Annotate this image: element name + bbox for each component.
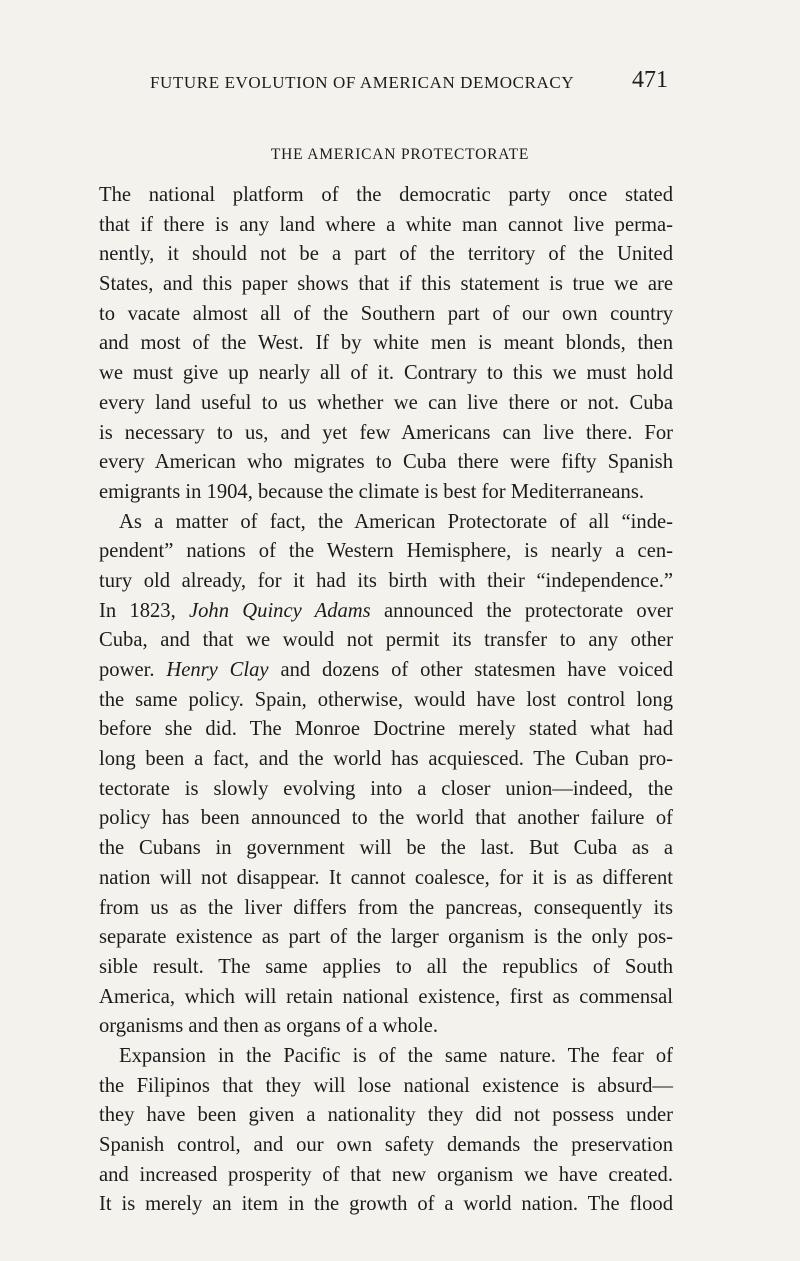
section-heading: THE AMERICAN PROTECTORATE	[270, 146, 530, 163]
text-line: to vacate almost all of the Southern part of our own country	[99, 302, 673, 325]
text-line: America, which will retain national existence, first as commensal	[99, 985, 673, 1008]
text-line: the same policy. Spain, otherwise, would have lost control long	[99, 688, 673, 711]
text-line	[99, 597, 673, 627]
person-name: Henry Clay	[166, 659, 269, 681]
text-line: they have been given a nationality they did not possess under	[99, 1104, 673, 1127]
text-line: and increased prosperity of that new organism we have created.	[99, 1163, 673, 1186]
text-line: pendent” nations of the Western Hemisphere, is nearly a cen-	[99, 540, 673, 563]
text-line: policy has been announced to the world that another failure of	[99, 807, 673, 830]
text-line-part: In 1823,	[99, 599, 189, 622]
text-line: tectorate is slowly evolving into a closer union—indeed, the	[99, 777, 673, 800]
running-head-title: FUTURE EVOLUTION OF AMERICAN DEMOCRACY	[150, 73, 575, 92]
text-line: separate existence as part of the larger organism is the only pos-	[99, 926, 673, 949]
text-line: that if there is any land where a white man cannot live perma-	[99, 213, 673, 236]
text-line: we must give up nearly all of it. Contrary to this we must hold	[99, 362, 673, 385]
text-line: organisms and then as organs of a whole.	[99, 1015, 438, 1038]
text-line: emigrants in 1904, because the climate is best for Mediterraneans.	[99, 480, 644, 503]
person-name: John Quincy Adams	[189, 599, 371, 622]
text-line: The national platform of the democratic party once stated	[99, 184, 673, 206]
text-line: the Filipinos that they will lose national existence is absurd—	[99, 1074, 673, 1097]
text-line: It is merely an item in the growth of a world nation. The flood	[99, 1193, 673, 1216]
text-line: tury old already, for it had its birth with their “independence.”	[99, 569, 673, 592]
text-line: long been a fact, and the world has acquiesced. The Cuban pro-	[99, 748, 673, 771]
running-head	[150, 67, 668, 100]
text-line: Expansion in the Pacific is of the same nature. The fear of	[119, 1044, 673, 1067]
text-line	[99, 656, 673, 686]
page-number: 471	[632, 67, 668, 93]
text-line: the Cubans in government will be the last. But Cuba as a	[99, 837, 673, 860]
text-line: States, and this paper shows that if this statement is true we are	[99, 273, 673, 296]
text-line: nation will not disappear. It cannot coalesce, for it is as different	[99, 866, 673, 889]
text-line: sible result. The same applies to all the republics of South	[99, 955, 673, 978]
body-text	[99, 181, 673, 1220]
text-line: before she did. The Monroe Doctrine merely stated what had	[99, 718, 673, 741]
text-line: every land useful to us whether we can live there or not. Cuba	[99, 391, 673, 414]
text-line: and most of the West. If by white men is meant blonds, then	[99, 332, 673, 355]
text-line: Spanish control, and our own safety demands the preservation	[99, 1134, 673, 1156]
text-line: Cuba, and that we would not permit its transfer to any other	[99, 629, 673, 652]
text-line-part: and dozens of other statesmen have voiced	[268, 659, 674, 681]
text-line-part: power.	[99, 659, 167, 681]
text-line: from us as the liver differs from the pancreas, consequently its	[99, 896, 673, 919]
text-line: is necessary to us, and yet few Americans can live there. For	[99, 421, 673, 444]
text-line: nently, it should not be a part of the territory of the United	[99, 243, 673, 266]
text-line: every American who migrates to Cuba there were fifty Spanish	[99, 451, 673, 474]
text-line: As a matter of fact, the American Protectorate of all “inde-	[119, 510, 673, 533]
text-line-part: announced the protectorate over	[370, 599, 673, 622]
